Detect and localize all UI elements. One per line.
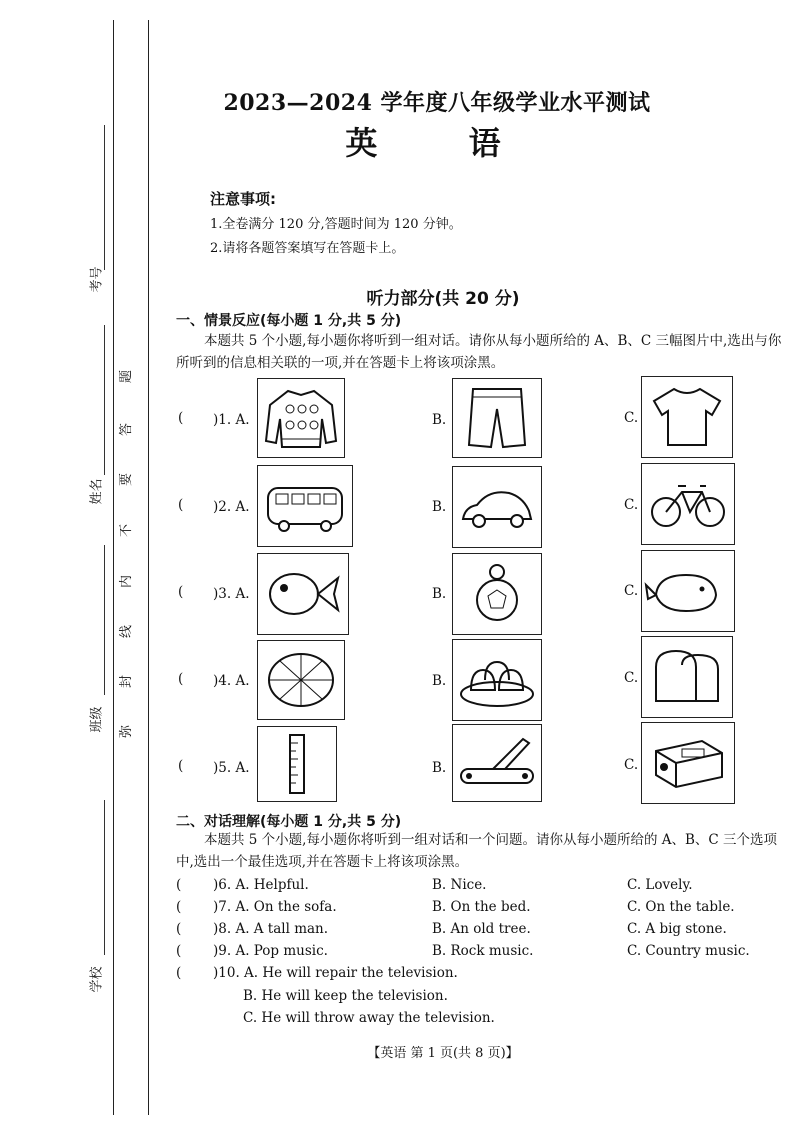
school-field[interactable] xyxy=(104,800,105,955)
question-1-label: )1. A. xyxy=(213,412,250,428)
answer-paren[interactable]: ( xyxy=(176,965,182,981)
option-2a[interactable] xyxy=(257,465,353,547)
option-5c[interactable] xyxy=(641,722,735,804)
option-label: B. xyxy=(432,499,447,515)
q6-option-b: B. Nice. xyxy=(432,877,487,893)
part1-instructions: 本题共 5 个小题,每小题你将听到一组对话。请你从每小题所给的 A、B、C 三幅图片中,选出与你所听到的信息相关联的一项,并在答题卡上将该项涂黑。 xyxy=(176,333,782,371)
pizza-icon xyxy=(258,641,344,719)
whale-icon xyxy=(642,551,734,631)
option-4b[interactable] xyxy=(452,639,542,721)
seal-char: 题 xyxy=(119,369,135,384)
option-3b[interactable] xyxy=(452,553,542,635)
option-label: B. xyxy=(432,412,447,428)
turtle-icon xyxy=(453,554,541,634)
school-label: 学校 xyxy=(89,966,105,993)
q7-option-c: C. On the table. xyxy=(627,899,735,915)
question-5-label: )5. A. xyxy=(213,760,250,776)
seal-char: 内 xyxy=(119,574,135,589)
option-label: B. xyxy=(432,586,447,602)
binding-line-inner xyxy=(148,20,149,1115)
part1-heading: 一、情景反应(每小题 1 分,共 5 分) xyxy=(176,313,402,329)
option-5b[interactable] xyxy=(452,724,542,802)
bread-icon xyxy=(642,637,732,717)
option-2c[interactable] xyxy=(641,463,735,545)
exam-no-label: 考号 xyxy=(89,266,105,293)
option-1c[interactable] xyxy=(641,376,733,458)
q7-option-b: B. On the bed. xyxy=(432,899,531,915)
fish-icon xyxy=(258,554,348,634)
answer-paren[interactable]: ( xyxy=(178,497,184,513)
q8-option-c: C. A big stone. xyxy=(627,921,727,937)
exam-title: 2023—2024 学年度八年级学业水平测试 xyxy=(223,90,651,116)
option-label: C. xyxy=(624,497,639,513)
q10-option-c: C. He will throw away the television. xyxy=(243,1010,495,1026)
seal-char: 要 xyxy=(119,472,135,487)
binding-line-outer xyxy=(113,20,114,1115)
car-icon xyxy=(453,467,541,547)
notice-heading: 注意事项: xyxy=(210,190,276,208)
option-2b[interactable] xyxy=(452,466,542,548)
class-field[interactable] xyxy=(104,545,105,695)
option-3a[interactable] xyxy=(257,553,349,635)
q8-option-b: B. An old tree. xyxy=(432,921,531,937)
part2-instructions: 本题共 5 个小题,每小题你将听到一组对话和一个问题。请你从每小题所给的 A、B、C 三个选项中,选出一个最佳选项,并在答题卡上将该项涂黑。 xyxy=(176,832,778,870)
sharpener-icon xyxy=(642,723,734,803)
answer-paren[interactable]: ( xyxy=(176,921,182,937)
ruler-icon xyxy=(258,727,336,801)
q7-option-a: )7. A. On the sofa. xyxy=(213,899,337,915)
option-4c[interactable] xyxy=(641,636,733,718)
answer-paren[interactable]: ( xyxy=(178,410,184,426)
page-footer: 【英语 第 1 页(共 8 页)】 xyxy=(367,1046,519,1061)
listening-heading: 听力部分(共 20 分) xyxy=(366,289,520,309)
knife-icon xyxy=(453,725,541,801)
q8-option-a: )8. A. A tall man. xyxy=(213,921,329,937)
part2-heading: 二、对话理解(每小题 1 分,共 5 分) xyxy=(176,814,402,830)
notice-item: 2.请将各题答案填写在答题卡上。 xyxy=(210,241,405,256)
option-1b[interactable] xyxy=(452,378,542,458)
bicycle-icon xyxy=(642,464,734,544)
subject-title: 英 语 xyxy=(345,124,541,162)
option-label: B. xyxy=(432,673,447,689)
option-label: C. xyxy=(624,757,639,773)
seal-char: 封 xyxy=(119,674,135,689)
q9-option-c: C. Country music. xyxy=(627,943,750,959)
class-label: 班级 xyxy=(89,706,105,733)
option-3c[interactable] xyxy=(641,550,735,632)
answer-paren[interactable]: ( xyxy=(178,758,184,774)
option-5a[interactable] xyxy=(257,726,337,802)
question-3-label: )3. A. xyxy=(213,586,250,602)
notice-item: 1.全卷满分 120 分,答题时间为 120 分钟。 xyxy=(210,217,462,232)
answer-paren[interactable]: ( xyxy=(178,671,184,687)
sweater-icon xyxy=(258,379,344,457)
answer-paren[interactable]: ( xyxy=(176,943,182,959)
answer-paren[interactable]: ( xyxy=(176,877,182,893)
option-4a[interactable] xyxy=(257,640,345,720)
seal-char: 线 xyxy=(119,624,135,639)
tshirt-icon xyxy=(642,377,732,457)
name-label: 姓名 xyxy=(89,478,105,505)
seal-char: 答 xyxy=(119,422,135,437)
seal-char: 弥 xyxy=(119,724,135,739)
q9-option-b: B. Rock music. xyxy=(432,943,534,959)
dumplings-icon xyxy=(453,640,541,720)
q10-option-b: B. He will keep the television. xyxy=(243,988,448,1004)
option-label: B. xyxy=(432,760,447,776)
bus-icon xyxy=(258,466,352,546)
q9-option-a: )9. A. Pop music. xyxy=(213,943,328,959)
answer-paren[interactable]: ( xyxy=(178,584,184,600)
option-label: C. xyxy=(624,410,639,426)
q6-option-a: )6. A. Helpful. xyxy=(213,877,309,893)
question-2-label: )2. A. xyxy=(213,499,250,515)
q6-option-c: C. Lovely. xyxy=(627,877,693,893)
seal-char: 不 xyxy=(119,523,135,538)
option-label: C. xyxy=(624,670,639,686)
option-1a[interactable] xyxy=(257,378,345,458)
shorts-icon xyxy=(453,379,541,457)
option-label: C. xyxy=(624,583,639,599)
name-field[interactable] xyxy=(104,325,105,475)
q10-option-a: )10. A. He will repair the television. xyxy=(213,965,458,981)
answer-paren[interactable]: ( xyxy=(176,899,182,915)
question-4-label: )4. A. xyxy=(213,673,250,689)
